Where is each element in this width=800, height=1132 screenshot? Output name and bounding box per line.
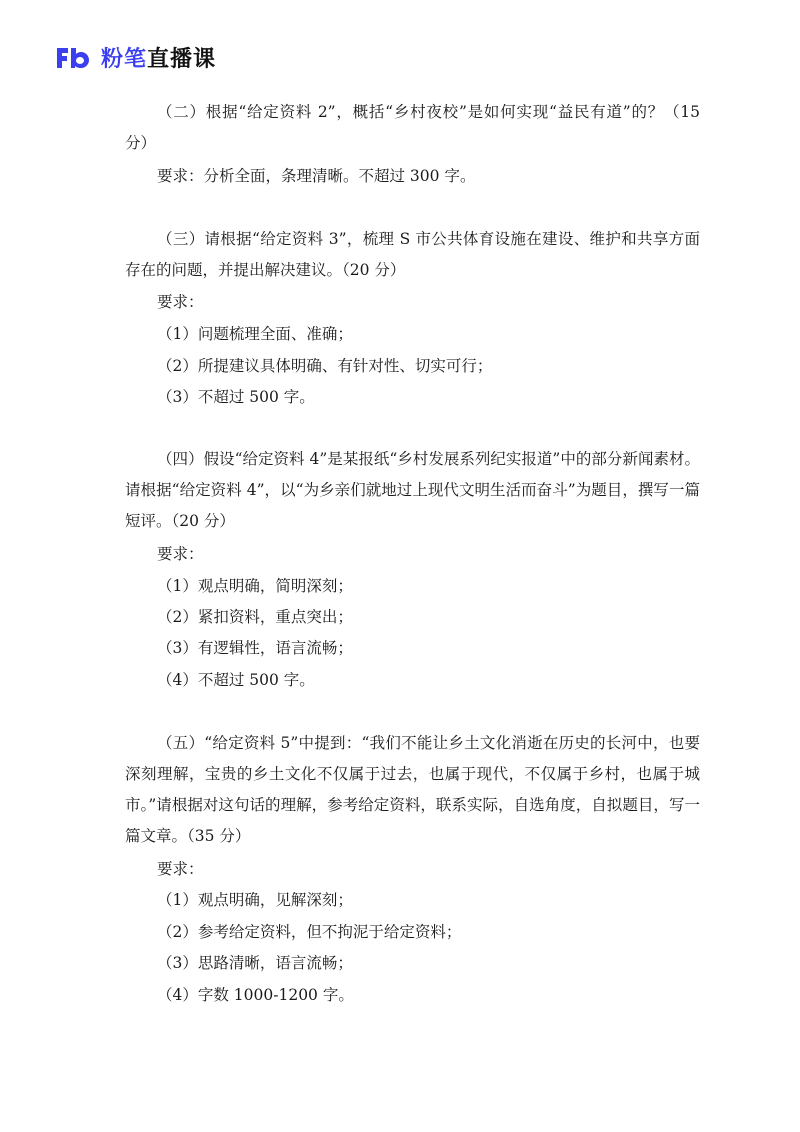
question-3-req-item: （2）所提建议具体明确、有针对性、切实可行； xyxy=(157,357,493,375)
brand-accent: 粉笔 xyxy=(101,46,148,72)
question-5-req-item: （1）观点明确，见解深刻； xyxy=(157,891,353,909)
question-5-req-item: （3）思路清晰，语言流畅； xyxy=(157,954,353,972)
brand-name xyxy=(101,42,216,73)
question-2-requirement: 要求：分析全面，条理清晰。不超过 300 字。 xyxy=(157,167,476,185)
question-4-req-label: 要求： xyxy=(157,545,204,563)
question-4-text: （四）假设“给定资料 4”是某报纸“乡村发展系列纪实报道”中的部分新闻素材。请根据“给定资料 4”，以“为乡亲们就地过上现代文明生活而奋斗”为题目，撰写一篇短评。（20 分） xyxy=(125,450,700,530)
question-2-text: （二）根据“给定资料 2”，概括“乡村夜校”是如何实现“益民有道”的？（15 分） xyxy=(125,103,700,152)
question-4-req-item: （1）观点明确，简明深刻； xyxy=(157,577,353,595)
fb-logo-icon xyxy=(55,44,91,70)
brand-rest: 直播课 xyxy=(147,46,217,72)
question-3-text: （三）请根据“给定资料 3”，梳理 S 市公共体育设施在建设、维护和共享方面存在的问题，并提出解决建议。（20 分） xyxy=(125,230,700,279)
question-3-req-item: （1）问题梳理全面、准确； xyxy=(157,325,353,343)
question-5-req-item: （4）字数 1000-1200 字。 xyxy=(157,986,354,1004)
question-5-req-label: 要求： xyxy=(157,860,204,878)
question-4-req-item: （2）紧扣资料，重点突出； xyxy=(157,608,353,626)
page-header xyxy=(55,40,216,74)
question-5-req-item: （2）参考给定资料，但不拘泥于给定资料； xyxy=(157,923,462,941)
question-4-req-item: （4）不超过 500 字。 xyxy=(157,671,315,689)
question-5-text: （五）“给定资料 5”中提到：“我们不能让乡土文化消逝在历史的长河中，也要深刻理解，宝贵的乡土文化不仅属于过去，也属于现代，不仅属于乡村，也属于城市。”请根据对这句话的理解，参考给定资料，联系实际，自选角度，自拟题目，写一篇文章。（35 分） xyxy=(125,734,700,845)
question-3-req-item: （3）不超过 500 字。 xyxy=(157,388,315,406)
question-4-req-item: （3）有逻辑性，语言流畅； xyxy=(157,639,353,657)
question-3-req-label: 要求： xyxy=(157,293,204,311)
